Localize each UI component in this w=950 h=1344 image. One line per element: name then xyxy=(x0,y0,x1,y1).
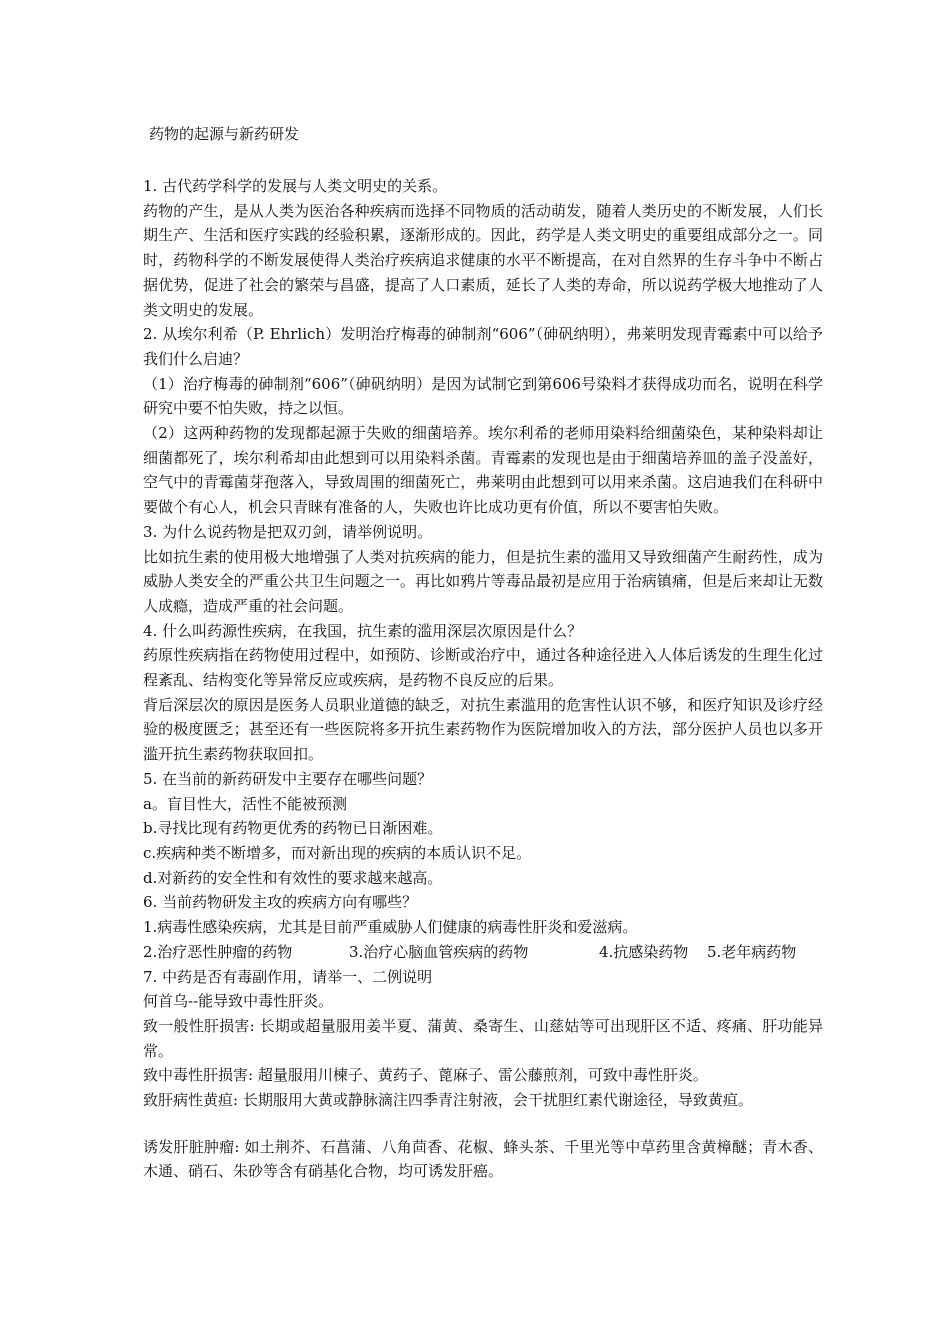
list-item: a。盲目性大，活性不能被预测 xyxy=(143,794,347,813)
list-item: 1.病毒性感染疾病，尤其是目前严重威胁人们健康的病毒性肝炎和爱滋病。 xyxy=(143,918,638,937)
blank-line xyxy=(143,1113,823,1135)
question-4-heading: 4. 什么叫药源性疾病，在我国，抗生素的滥用深层次原因是什么？ xyxy=(143,621,583,640)
disease-direction-row xyxy=(143,940,823,965)
list-item: c.疾病种类不断增多，而对新出现的疾病的本质认识不足。 xyxy=(143,843,532,862)
list-item: b.寻找比现有药物更优秀的药物已日渐困难。 xyxy=(143,819,443,838)
answer-4-part-1: 药原性疾病指在药物使用过程中，如预防、诊断或治疗中，通过各种途径进入人体后诱发的生理生化过程紊乱、结构变化等异常反应或疾病，是药物不良反应的后果。 xyxy=(143,646,823,690)
answer-2-part-1: （1）治疗梅毒的砷制剂“606”（砷矾纳明）是因为试制它到第606号染料才获得成功而名，说明在科学研究中要不怕失败，持之以恒。 xyxy=(143,374,823,418)
list-item: 致一般性肝损害: 长期或超量服用姜半夏、蒲黄、桑寄生、山慈姑等可出现肝区不适、疼痛、肝功能异常。 xyxy=(143,1016,823,1060)
question-2-heading: 2. 从埃尔利希（P. Ehrlich）发明治疗梅毒的砷制剂“606”（砷矾纳明），弗莱明发现青霉素中可以给予我们什么启迪？ xyxy=(143,325,823,368)
answer-3: 比如抗生素的使用极大地增强了人类对抗疾病的能力，但是抗生素的滥用又导致细菌产生耐药性，成为威胁人类安全的严重公共卫生问题之一。再比如鸦片等毒品最初是应用于治病镇痛，但是后来却让无数人成瘾，造成严重的社会问题。 xyxy=(143,547,823,615)
document-title: 药物的起源与新药研发 xyxy=(149,125,300,143)
list-item: 4.抗感染药物 xyxy=(599,942,689,961)
list-item: 何首乌--能导致中毒性肝炎。 xyxy=(143,992,334,1011)
question-1-heading: 1. 古代药学科学的发展与人类文明史的关系。 xyxy=(143,177,448,195)
list-item: 5.老年病药物 xyxy=(707,942,797,961)
answer-1: 药物的产生，是从人类为医治各种疾病而选择不同物质的活动萌发，随着人类历史的不断发展，人们长期生产、生活和医疗实践的经验积累，逐渐形成的。因此，药学是人类文明史的重要组成部分之一。同时，药物科学的不断发展使得人类治疗疾病追求健康的水平不断提高，在对自然界的生存斗争中不断占据优势，促进了社会的繁荣与昌盛，提高了人口素质，延长了人类的寿命，所以说药学极大地推动了人类文明史的发展。 xyxy=(143,201,823,319)
list-item: d.对新药的安全性和有效性的要求越来越高。 xyxy=(143,868,443,887)
list-item: 致肝病性黄疸: 长期服用大黄或静脉滴注四季青注射液，会干扰胆红素代谢途径，导致黄疸。 xyxy=(143,1091,753,1110)
list-item: 诱发肝脏肿瘤: 如土荆芥、石菖蒲、八角茴香、花椒、蜂头茶、千里光等中草药里含黄樟醚；青木香、木通、硝石、朱砂等含有硝基化合物，均可诱发肝癌。 xyxy=(143,1137,823,1181)
answer-2-part-2: （2）这两种药物的发现都起源于失败的细菌培养。埃尔利希的老师用染料给细菌染色，某种染料却让细菌都死了，埃尔利希却由此想到可以用染料杀菌。青霉素的发现也是由于细菌培养皿的盖子没盖好，空气中的青霉菌芽孢落入，导致周围的细菌死亡，弗莱明由此想到可以用来杀菌。这启迪我们在科研中要做个有心人，机会只青睐有准备的人，失败也许比成功更有价值，所以不要害怕失败。 xyxy=(143,424,823,517)
list-item: 2.治疗恶性肿瘤的药物 xyxy=(143,942,293,961)
question-5-heading: 5. 在当前的新药研发中主要存在哪些问题？ xyxy=(143,769,433,788)
answer-4-part-2: 背后深层次的原因是医务人员职业道德的缺乏，对抗生素滥用的危害性认识不够，和医疗知识及诊疗经验的极度匮乏；甚至还有一些医院将多开抗生素药物作为医院增加收入的方法，部分医护人员也以多开滥开抗生素药物获取回扣。 xyxy=(143,695,823,764)
question-3-heading: 3. 为什么说药物是把双刃剑，请举例说明。 xyxy=(143,522,433,541)
list-item: 致中毒性肝损害: 超量服用川楝子、黄药子、蓖麻子、雷公藤煎剂，可致中毒性肝炎。 xyxy=(143,1066,708,1085)
question-7-heading: 7. 中药是否有毒副作用，请举一、二例说明 xyxy=(143,967,433,986)
list-item: 3.治疗心脑血管疾病的药物 xyxy=(349,942,529,961)
question-6-heading: 6. 当前药物研发主攻的疾病方向有哪些？ xyxy=(143,893,418,912)
document-page xyxy=(143,122,823,1184)
